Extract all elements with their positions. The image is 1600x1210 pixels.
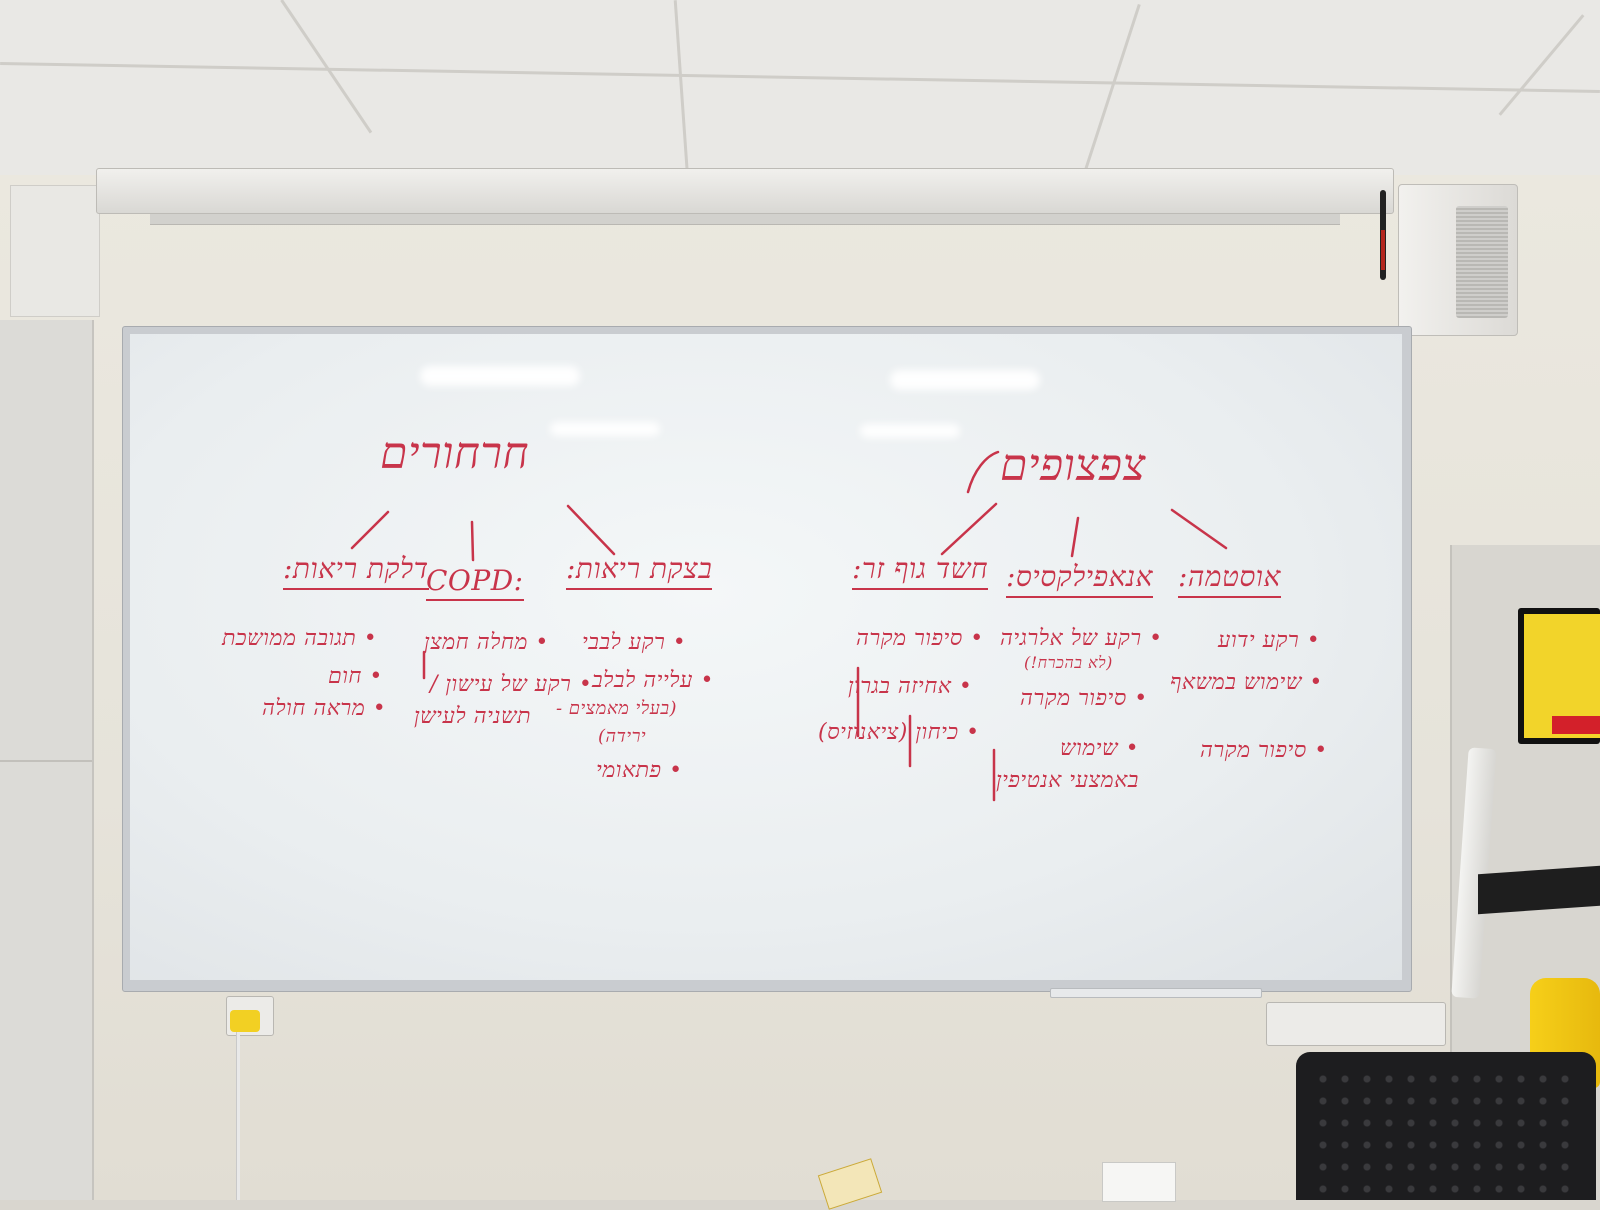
chair-mesh (1312, 1068, 1582, 1194)
list-item: באמצעי אנטיפין (996, 768, 1139, 793)
heading-crackles: חרחורים (380, 428, 530, 479)
list-item: (בעלי מאמצים - (556, 698, 678, 719)
list-item: • רקע של אלרגיה (1000, 626, 1163, 651)
list-item: • חום (328, 664, 383, 689)
list-item: • עלייה לבלב (592, 668, 714, 693)
list-item: • סיפור מקרה (1200, 738, 1328, 763)
branch-line (1072, 518, 1078, 556)
list-item: • שימוש (1060, 736, 1140, 761)
branch-line (942, 504, 996, 554)
heading-wheezes: צפצופים (1000, 440, 1146, 491)
list-item: • מראה חולה (262, 696, 387, 721)
column-title-anaphylaxis: אנאפילקסיס: (1006, 560, 1153, 598)
yellow-charger (230, 1010, 260, 1032)
branch-line (1172, 510, 1226, 548)
list-item: • פתאומי (596, 758, 683, 783)
column-title-pneumonia: דלקת ריאות: (283, 552, 429, 590)
list-item: • אחיזה בגרון (848, 674, 973, 699)
outlet-strip (1266, 1002, 1446, 1046)
branch-line (472, 522, 473, 560)
monitor-badge (1552, 716, 1600, 734)
list-item: • מחלה חמצן (424, 630, 549, 655)
branch-line (352, 512, 388, 548)
column-title-asthma: אוסטמה: (1178, 560, 1281, 598)
list-item: • רקע ידוע (1218, 628, 1321, 653)
list-item: • תגובה ממושכת (222, 626, 378, 651)
list-item: • רקע של עישון / (430, 672, 593, 697)
charger-cord (236, 1032, 240, 1200)
branch-line (568, 506, 614, 554)
list-item: (לא בהכרח!) (1024, 653, 1113, 672)
heading-flourish (968, 452, 998, 492)
column-title-copd: COPD: (426, 564, 524, 601)
list-item: • סיפור מקרה (1020, 686, 1148, 711)
list-item: • שימוש במשאף (1170, 670, 1323, 695)
column-title-foreign-body: חשד גוף זר: (852, 552, 988, 590)
list-item: • כיחון (ציאנוזיס) (818, 720, 980, 745)
list-item: ירידה) (598, 726, 647, 747)
column-title-pulmonary-edema: בצקת ריאות: (566, 552, 712, 590)
list-item: • סיפור מקרה (856, 626, 984, 651)
list-item: תשניה לעישן (414, 704, 531, 729)
dark-shelf (1478, 866, 1600, 915)
small-box (1102, 1162, 1176, 1202)
list-item: • רקע לבבי (582, 630, 687, 655)
